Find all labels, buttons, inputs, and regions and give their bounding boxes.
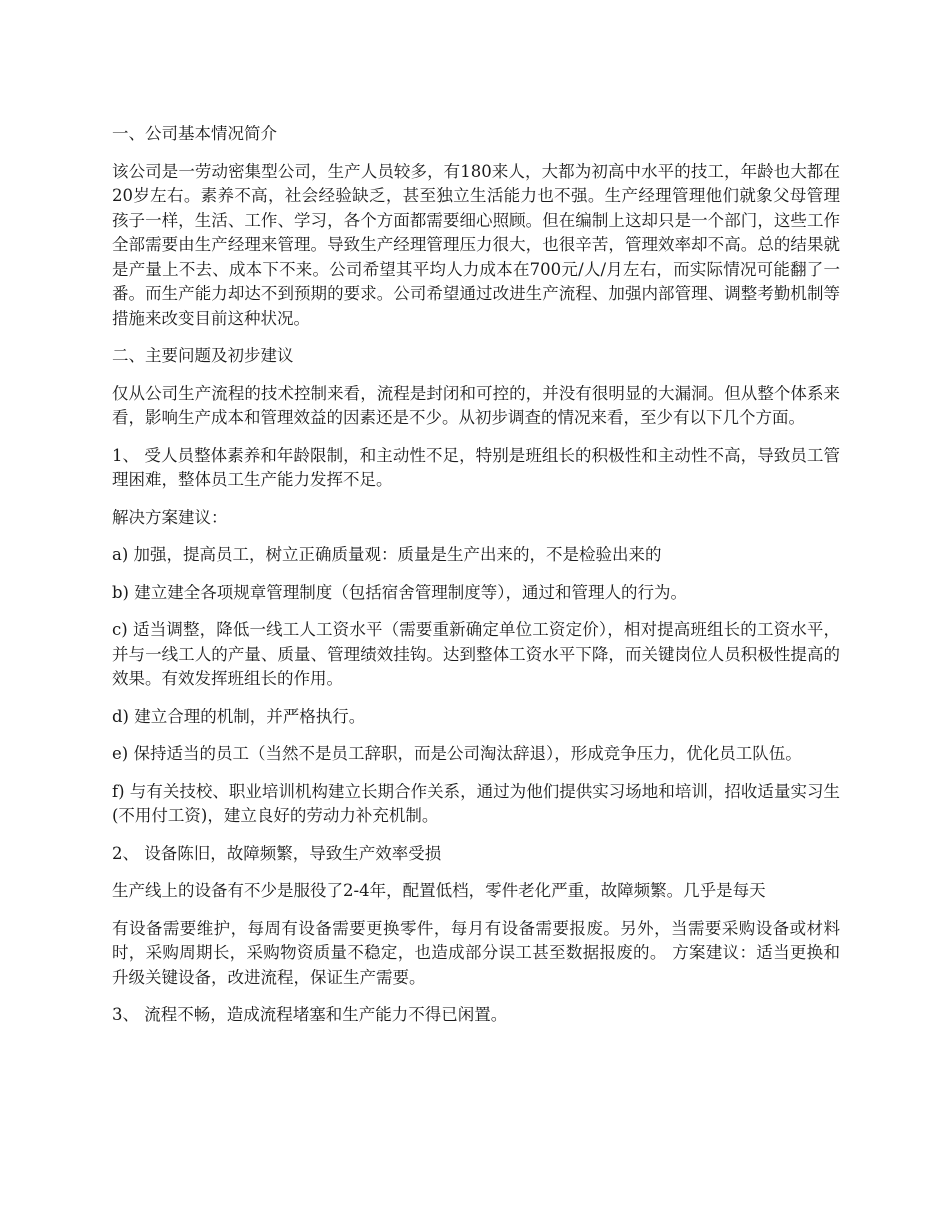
suggestion-b: b) 建立建全各项规章管理制度（包括宿舍管理制度等），通过和管理人的行为。 (112, 582, 687, 602)
paragraph-equipment-maintenance: 有设备需要维护，每周有设备需要更换零件，每月有设备需要报废。另外，当需要采购设备或材料时，采购周期长，采购物资质量不稳定，也造成部分误工甚至数据报废的。 方案建议：适当更换和升级关键设备，改进流程，保证生产需要。 (112, 918, 840, 987)
suggestion-d: d) 建立合理的机制，并严格执行。 (112, 706, 366, 726)
issue-2-equipment: 2、 设备陈旧，故障频繁，导致生产效率受损 (112, 843, 442, 863)
paragraph-company-description: 该公司是一劳动密集型公司，生产人员较多，有180来人，大都为初高中水平的技工，年龄也大都在20岁左右。素养不高，社会经验缺乏，甚至独立生活能力也不强。生产经理管理他们就象父母管理孩子一样，生活、工作、学习，各个方面都需要细心照顾。但在编制上这却只是一个部门，这些工作全部需要由生产经理来管理。导致生产经理管理压力很大，也很辛苦，管理效率却不高。总的结果就是产量上不去、成本下不来。公司希望其平均人力成本在700元/人/月左右，而实际情况可能翻了一番。而生产能力却达不到预期的要求。公司希望通过改进生产流程、加强内部管理、调整考勤机制等措施来改变目前这种状况。 (112, 161, 840, 328)
suggestion-f: f) 与有关技校、职业培训机构建立长期合作关系，通过为他们提供实习场地和培训，招收适量实习生(不用付工资)，建立良好的劳动力补充机制。 (112, 781, 840, 825)
paragraph-process-overview: 仅从公司生产流程的技术控制来看，流程是封闭和可控的，并没有很明显的大漏洞。但从整个体系来看，影响生产成本和管理效益的因素还是不少。从初步调查的情况来看，至少有以下几个方面。 (112, 383, 840, 427)
suggestion-e: e) 保持适当的员工（当然不是员工辞职，而是公司淘汰辞退），形成竞争压力，优化员工队伍。 (112, 744, 802, 763)
suggestion-c: c) 适当调整，降低一线工人工资水平（需要重新确定单位工资定价），相对提高班组长的工资水平，并与一线工人的产量、质量、管理绩效挂钩。达到整体工资水平下降，而关键岗位人员积极性提高的效果。有效发挥班组长的作用。 (112, 620, 840, 688)
section-heading-company-overview: 一、公司基本情况简介 (112, 124, 277, 143)
paragraph-equipment-age: 生产线上的设备有不少是服役了2-4年，配置低档，零件老化严重，故障频繁。几乎是每天 (112, 881, 766, 900)
suggestion-a: a) 加强，提高员工，树立正确质量观：质量是生产出来的，不是检验出来的 (112, 545, 662, 564)
issue-3-process-blockage: 3、 流程不畅，造成流程堵塞和生产能力不得已闲置。 (112, 1005, 508, 1024)
document-body (112, 122, 840, 1041)
section-heading-main-issues: 二、主要问题及初步建议 (112, 346, 294, 365)
issue-1-staff-quality: 1、 受人员整体素养和年龄限制，和主动性不足，特别是班组长的积极性和主动性不高，导致员工管理困难，整体员工生产能力发挥不足。 (112, 445, 840, 489)
solution-heading: 解决方案建议： (112, 507, 228, 527)
